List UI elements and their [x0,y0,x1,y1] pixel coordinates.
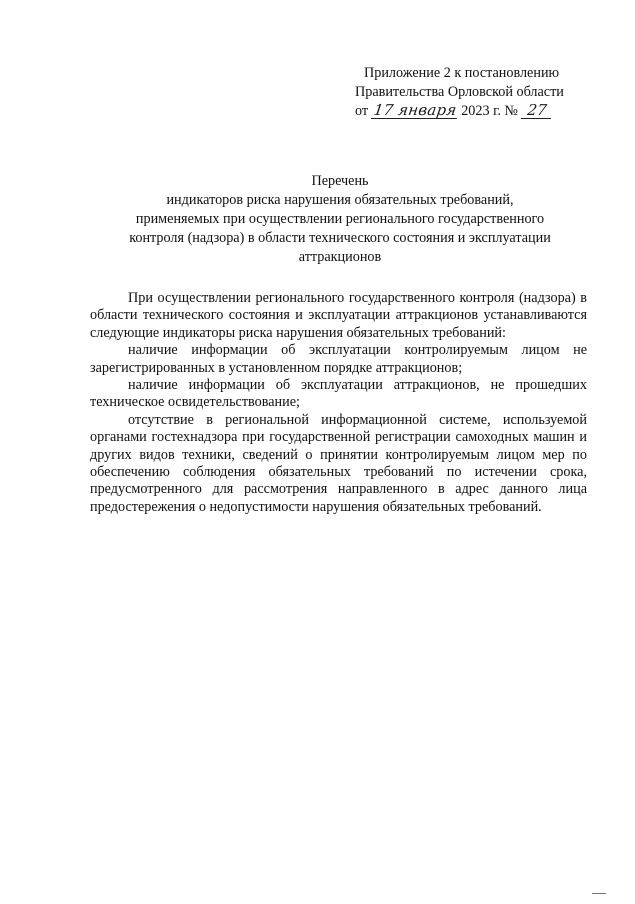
body-paragraph-intro: При осуществлении регионального государственного контроля (надзора) в области технического состояния и эксплуатации аттракционов устанавливаются следующие индикаторы риска нарушения обязательных требований: [90,290,587,341]
title-line-2: применяемых при осуществлении регионального государственного [135,211,545,227]
appendix-line-2: Правительства Орловской области [355,84,564,100]
document-body [90,290,587,516]
appendix-header [355,64,595,121]
date-year: 2023 г. № [461,103,518,119]
document-title [90,172,590,267]
body-paragraph-indicator-2: наличие информации об эксплуатации аттракционов, не прошедших техническое освидетельствование; [90,377,587,411]
title-line-1: индикаторов риска нарушения обязательных требований, [166,192,514,208]
appendix-line-1: Приложение 2 к постановлению [364,65,560,81]
body-paragraph-indicator-1: наличие информации об эксплуатации контролируемым лицом не зарегистрированных в установленном порядке аттракционов; [90,342,587,376]
title-line-4: аттракционов [298,249,382,265]
body-paragraph-indicator-3: отсутствие в региональной информационной системе, используемой органами гостехнадзора при государственной регистрации самоходных машин и других видов техники, сведений о принятии контролируемым лицом мер по обеспечению соблюдения обязательных требований по истечении срока, предусмотренного для рассмотрения направленного в адрес данного лица предостережения о недопустимости нарушения обязательных требований. [90,411,587,515]
handwritten-number: 27 [520,103,552,119]
handwritten-date: 17 января [372,101,458,119]
page-corner-mark [592,893,606,894]
appendix-date-line [355,102,595,121]
title-line-3: контроля (надзора) в области технического состояния и эксплуатации [129,230,551,246]
title-heading: Перечень [311,173,369,189]
date-prefix: от [355,103,369,119]
